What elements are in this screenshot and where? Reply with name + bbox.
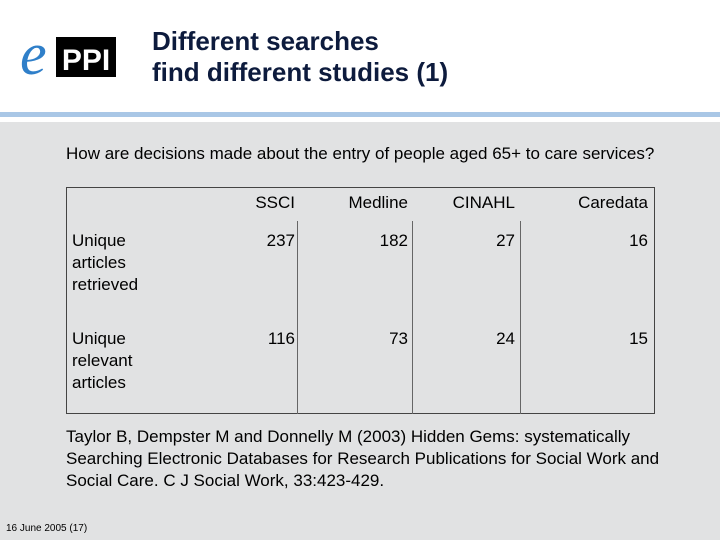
results-table bbox=[66, 187, 655, 414]
slide-footer-date: 16 June 2005 (17) bbox=[6, 523, 88, 534]
row-label: Unique articles retrieved bbox=[72, 231, 139, 294]
column-divider bbox=[297, 221, 298, 414]
column-header-medline: Medline bbox=[348, 193, 408, 212]
title-line-1: Different searches bbox=[152, 26, 379, 56]
column-divider bbox=[412, 221, 413, 414]
column-divider bbox=[520, 221, 521, 414]
table-cell: 27 bbox=[496, 231, 515, 250]
table-cell: 73 bbox=[389, 329, 408, 348]
row-label: Unique relevant articles bbox=[72, 329, 133, 392]
column-header-cinahl: CINAHL bbox=[452, 193, 515, 212]
table-cell: 24 bbox=[496, 329, 515, 348]
table-cell: 237 bbox=[266, 231, 295, 250]
citation-text: Taylor B, Dempster M and Donnelly M (2003) Hidden Gems: systematically Searching Electronic Databases for Research Publications for Social Work and Social Care. C J Social Work, 33:423-429. bbox=[66, 427, 660, 490]
question-text: How are decisions made about the entry of people aged 65+ to care services? bbox=[66, 144, 655, 163]
column-header-caredata: Caredata bbox=[578, 193, 648, 212]
header bbox=[0, 0, 720, 112]
page-title bbox=[152, 26, 448, 88]
table-cell: 116 bbox=[267, 329, 295, 348]
svg-text:e: e bbox=[20, 26, 47, 82]
title-line-2: find different studies (1) bbox=[152, 57, 449, 87]
eppi-logo bbox=[20, 26, 120, 82]
table-cell: 182 bbox=[379, 231, 408, 250]
column-header-ssci: SSCI bbox=[255, 193, 295, 212]
table-cell: 16 bbox=[629, 231, 648, 250]
svg-text:PPI: PPI bbox=[61, 44, 111, 77]
table-cell: 15 bbox=[629, 329, 648, 348]
